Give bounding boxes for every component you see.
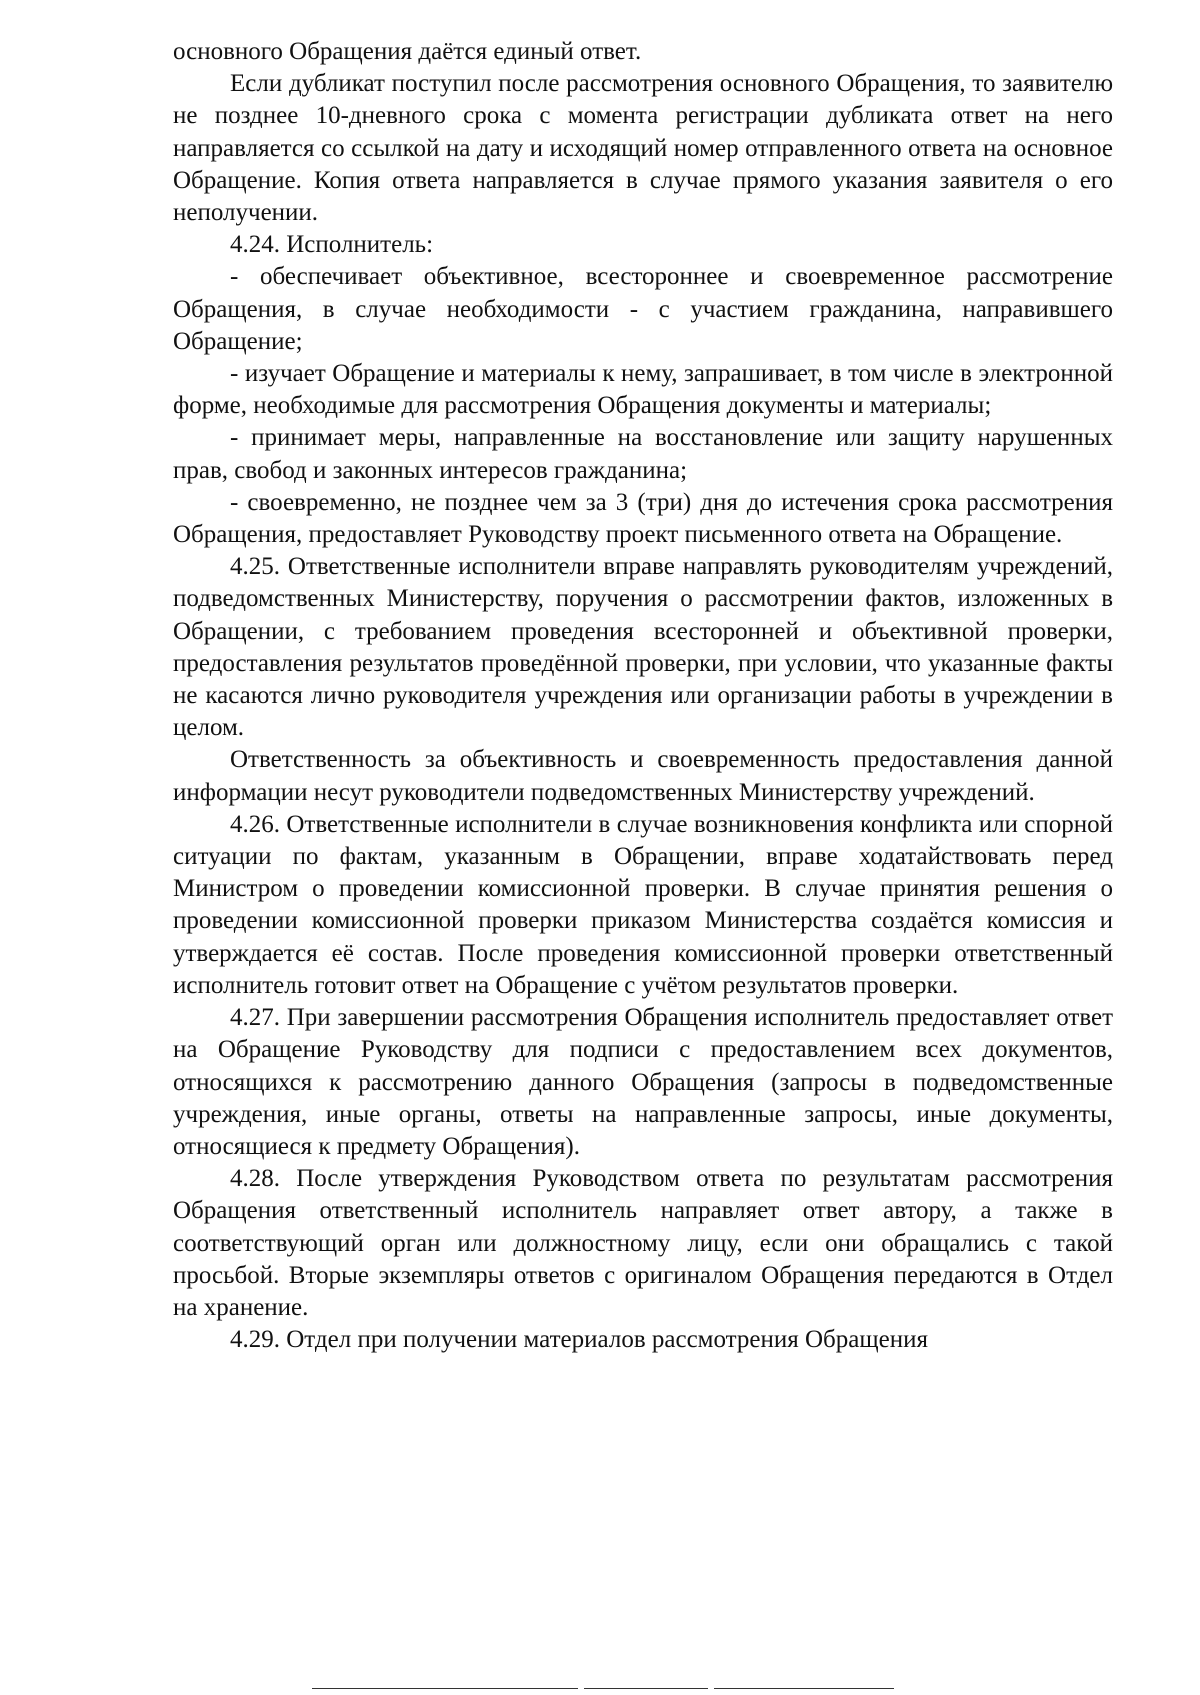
list-item-ensures-review: - обеспечивает объективное, всестороннее и своевременное рассмотрение Обращения, в случае необходимости - с участием гражданина, направившего Обращение;	[173, 263, 1113, 355]
section-4-25: 4.25. Ответственные исполнители вправе направлять руководителям учреждений, подведомственных Министерству, поручения о рассмотрении фактов, изложенных в Обращении, с требованием проведения всесторонней и объективной проверки, предоставления результатов проведённой проверки, при условии, что указанные факты не касаются лично руководителя учреждения или организации работы в учреждении в целом.	[173, 553, 1113, 742]
section-4-24-heading: 4.24. Исполнитель:	[230, 231, 434, 259]
paragraph-duplicate-response: Если дубликат поступил после рассмотрения основного Обращения, то заявителю не позднее 10-дневного срока с момента регистрации дубликата ответ на него направляется со ссылкой на дату и исходящий номер отправленного ответа на основное Обращение. Копия ответа направляется в случае прямого указания заявителя о его неполучении.	[173, 70, 1113, 227]
document-page	[173, 36, 1113, 1356]
footer-rule	[584, 1688, 708, 1689]
section-4-29: 4.29. Отдел при получении материалов рассмотрения Обращения	[230, 1326, 928, 1354]
footer-rule	[312, 1688, 578, 1689]
list-item-submits-draft: - своевременно, не позднее чем за 3 (три) дня до истечения срока рассмотрения Обращения, предоставляет Руководству проект письменного ответа на Обращение.	[173, 488, 1113, 549]
paragraph-responsibility: Ответственность за объективность и своевременность предоставления данной информации несут руководители подведомственных Министерству учреждений.	[173, 746, 1113, 806]
paragraph-continuation: основного Обращения даётся единый ответ.	[173, 38, 642, 65]
section-4-28: 4.28. После утверждения Руководством ответа по результатам рассмотрения Обращения ответственный исполнитель направляет ответ автору, а также в соответствующий орган или должностному лицу, если они обращались с такой просьбой. Вторые экземпляры ответов с оригиналом Обращения передаются в Отдел на хранение.	[173, 1165, 1113, 1321]
footer-rule	[714, 1688, 894, 1689]
list-item-studies-materials: - изучает Обращение и материалы к нему, запрашивает, в том числе в электронной форме, необходимые для рассмотрения Обращения документы и материалы;	[173, 360, 1113, 420]
section-4-27: 4.27. При завершении рассмотрения Обращения исполнитель предоставляет ответ на Обращение Руководству для подписи с предоставлением всех документов, относящихся к рассмотрению данного Обращения (запросы в подведомственные учреждения, иные органы, ответы на направленные запросы, иные документы, относящиеся к предмету Обращения).	[173, 1004, 1113, 1160]
section-4-26: 4.26. Ответственные исполнители в случае возникновения конфликта или спорной ситуации по фактам, указанным в Обращении, вправе ходатайствовать перед Министром о проведении комиссионной проверки. В случае принятия решения о проведении комиссионной проверки приказом Министерства создаётся комиссия и утверждается её состав. После проведения комиссионной проверки ответственный исполнитель готовит ответ на Обращение с учётом результатов проверки.	[173, 810, 1113, 999]
list-item-takes-measures: - принимает меры, направленные на восстановление или защиту нарушенных прав, свобод и законных интересов гражданина;	[173, 424, 1113, 484]
